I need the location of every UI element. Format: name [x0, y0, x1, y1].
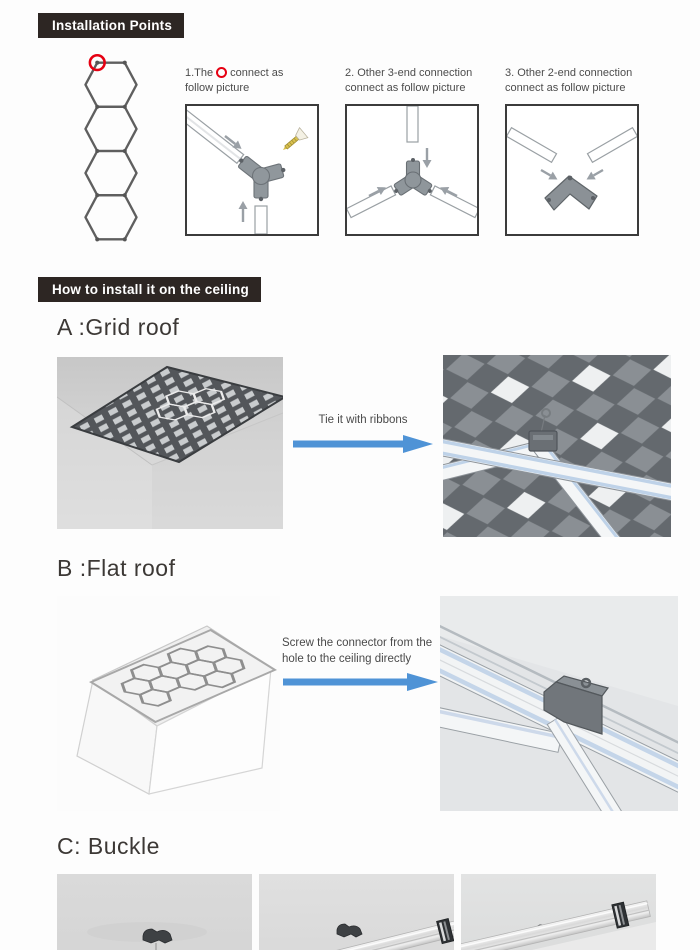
- step-column-2: [345, 66, 479, 255]
- blue-arrow-icon: [293, 435, 433, 453]
- buckle-on-ceiling-image: [57, 874, 252, 950]
- section-a-heading: A :Grid roof: [57, 314, 180, 340]
- step-columns: [185, 52, 639, 255]
- step-column-3: [505, 66, 639, 255]
- step-2-text: 2. Other 3-end connection connect as follow picture: [345, 67, 473, 94]
- grid-ceiling-closeup-image: [443, 355, 671, 537]
- bar-aligning-to-buckle-image: [259, 874, 454, 950]
- section-b-row: [57, 596, 700, 811]
- installation-points-badge: Installation Points: [38, 13, 184, 38]
- step-2-diagram-box: [345, 104, 479, 236]
- red-circle-icon: [216, 67, 227, 78]
- installation-points-row: [57, 52, 700, 255]
- step-3-text: 3. Other 2-end connection connect as follow picture: [505, 67, 633, 94]
- blue-arrow-icon: [283, 673, 438, 691]
- section-a-arrow-label: Tie it with ribbons: [318, 414, 408, 426]
- screw-icon: [279, 128, 308, 155]
- section-c-heading: C: Buckle: [57, 833, 160, 859]
- hexagon-chain-icon: [57, 52, 165, 250]
- section-b-instruction: [280, 636, 440, 691]
- section-b-heading: B :Flat roof: [57, 555, 176, 581]
- grid-roof-room-image: [57, 357, 283, 529]
- step-3-diagram-box: [505, 104, 639, 236]
- flat-roof-room-image: [57, 596, 280, 811]
- section-a-row: [57, 355, 700, 537]
- step-1-diagram-box: [185, 104, 319, 236]
- bar-attached-to-ceiling-image: [461, 874, 656, 950]
- how-to-install-badge: How to install it on the ceiling: [38, 277, 261, 302]
- step-column-1: [185, 66, 319, 255]
- section-b-arrow-label: Screw the connector from the hole to the ceiling directly: [282, 637, 433, 665]
- section-c-row: [57, 874, 700, 950]
- three-way-connector-assembly-icon: [187, 106, 317, 234]
- step-1-text: 1.The connect as follow picture: [185, 67, 284, 94]
- two-end-connection-icon: [507, 106, 637, 234]
- hexagon-chain-diagram: [57, 52, 165, 255]
- three-end-connection-icon: [347, 106, 477, 234]
- connector-screw-closeup-image: [440, 596, 678, 811]
- section-a-instruction: [283, 413, 443, 453]
